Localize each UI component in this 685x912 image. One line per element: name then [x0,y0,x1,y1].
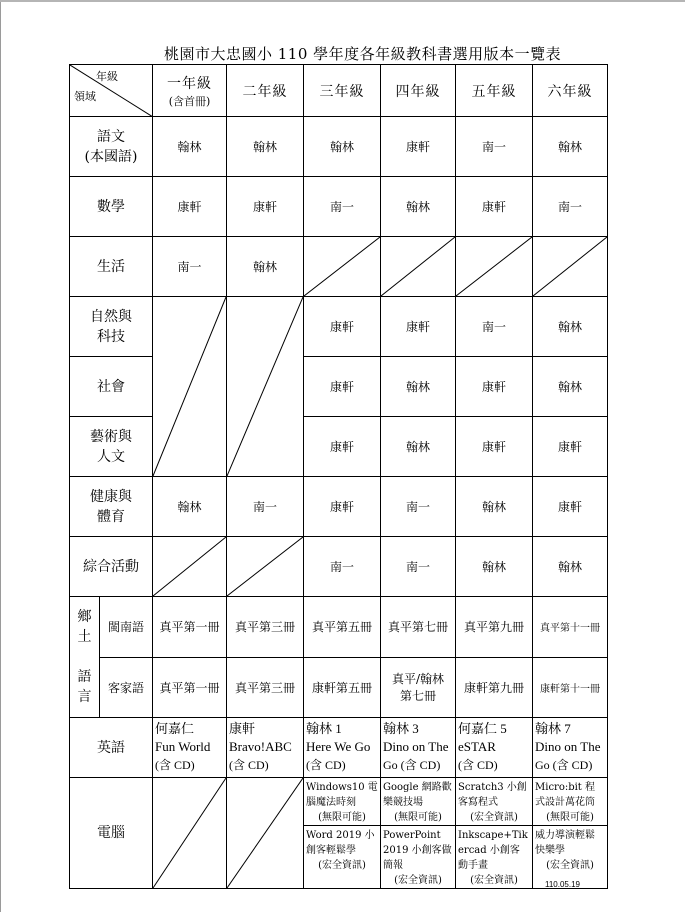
area-social: 社會 [70,357,153,417]
cell-chinese-g3: 翰林 [304,117,381,177]
cell-english-g3: 翰林 1 Here We Go (含 CD) [304,718,381,778]
cell-chinese-g4: 康軒 [381,117,456,177]
cell-chinese-g2: 翰林 [227,117,304,177]
area-computer: 電腦 [70,778,153,889]
cell-science-g3: 康軒 [304,297,381,357]
cell-computer-g5-bottom: Inkscape+Tik ercad 小創客 動手畫 (宏全資訊) [456,826,533,889]
cell-math-g4: 翰林 [381,177,456,237]
cell-math-g6: 南一 [533,177,608,237]
cell-hakka-g6: 康軒第十一冊 [533,657,608,718]
cell-arts-g5: 康軒 [456,417,533,477]
area-english: 英語 [70,718,153,778]
not-applicable-cell [227,537,304,597]
area-science: 自然與 科技 [70,297,153,357]
cell-science-g4: 康軒 [381,297,456,357]
cell-minnan-g1: 真平第一冊 [153,597,227,658]
cell-chinese-g6: 翰林 [533,117,608,177]
corner-grade-label: 年級 [96,70,118,83]
grade-header-6: 六年級 [533,65,608,117]
cell-hakka-g5: 康軒第九冊 [456,657,533,718]
diagonal-slash [153,297,226,476]
diagonal-slash [153,778,226,888]
page-border-top [0,0,685,2]
corner-header-cell [70,65,153,117]
cell-english-g4: 翰林 3 Dino on The Go (含 CD) [381,718,456,778]
cell-hakka-g2: 真平第三冊 [227,657,304,718]
cell-computer-g5-top: Scratch3 小創 客寫程式 (宏全資訊) [456,778,533,826]
diagonal-slash [227,537,303,596]
cell-health-g4: 南一 [381,477,456,537]
grade-header-4: 四年級 [381,65,456,117]
cell-social-g3: 康軒 [304,357,381,417]
area-local-language: 鄉 土 語 言 [70,597,100,718]
cell-social-g5: 康軒 [456,357,533,417]
textbook-table [69,64,608,889]
cell-health-g1: 翰林 [153,477,227,537]
cell-hakka-g1: 真平第一冊 [153,657,227,718]
not-applicable-cell [227,297,304,477]
cell-hakka-g4: 真平/翰林 第七冊 [381,657,456,718]
area-math: 數學 [70,177,153,237]
cell-computer-g6-bottom: 威力導演輕鬆 快樂學 (宏全資訊) [533,826,608,889]
cell-math-g3: 南一 [304,177,381,237]
cell-computer-g4-top: Google 網路歡 樂競技場 (無限可能) [381,778,456,826]
area-life: 生活 [70,237,153,297]
cell-minnan-g3: 真平第五冊 [304,597,381,658]
corner-area-label: 領域 [74,90,96,103]
grade-header-2: 二年級 [227,65,304,117]
diagonal-slash [304,237,380,296]
cell-health-g6: 康軒 [533,477,608,537]
not-applicable-cell [456,237,533,297]
cell-hakka-g3: 康軒第五冊 [304,657,381,718]
cell-math-g1: 康軒 [153,177,227,237]
cell-minnan-g6: 真平第十一冊 [533,597,608,658]
cell-minnan-g4: 真平第七冊 [381,597,456,658]
grade-header-3: 三年級 [304,65,381,117]
cell-english-g5: 何嘉仁 5 eSTAR (含 CD) [456,718,533,778]
cell-english-g2: 康軒 Bravo!ABC (含 CD) [227,718,304,778]
not-applicable-cell [381,237,456,297]
cell-computer-g3-bottom: Word 2019 小 創客輕鬆學 (宏全資訊) [304,826,381,889]
cell-computer-g3-top: Windows10 電 腦魔法時刻 (無限可能) [304,778,381,826]
diagonal-slash [533,237,607,296]
diagonal-slash [153,537,226,596]
cell-arts-g6: 康軒 [533,417,608,477]
not-applicable-cell [533,237,608,297]
cell-computer-g4-bottom: PowerPoint 2019 小創客做 簡報 (宏全資訊) [381,826,456,889]
not-applicable-cell [153,778,227,889]
cell-activity-g4: 南一 [381,537,456,597]
cell-activity-g5: 翰林 [456,537,533,597]
cell-arts-g3: 康軒 [304,417,381,477]
area-health: 健康與 體育 [70,477,153,537]
sub-area-hakka: 客家語 [100,657,153,718]
cell-activity-g3: 南一 [304,537,381,597]
cell-health-g5: 翰林 [456,477,533,537]
page-border-left [0,0,1,912]
cell-chinese-g5: 南一 [456,117,533,177]
cell-computer-g6-top: Micro:bit 程 式設計萬花筒 (無限可能) [533,778,608,826]
cell-english-g1: 何嘉仁 Fun World (含 CD) [153,718,227,778]
cell-math-g5: 康軒 [456,177,533,237]
diagonal-slash [227,778,303,888]
diagonal-slash [456,237,532,296]
area-chinese: 語文 (本國語) [70,117,153,177]
page-title: 桃園市大忠國小 110 學年度各年級教科書選用版本一覽表 [164,45,562,63]
footer-date: 110.05.19 [545,880,580,889]
cell-math-g2: 康軒 [227,177,304,237]
cell-life-g1: 南一 [153,237,227,297]
area-arts: 藝術與 人文 [70,417,153,477]
cell-science-g6: 翰林 [533,297,608,357]
area-activity: 綜合活動 [70,537,153,597]
not-applicable-cell [227,778,304,889]
sub-area-minnan: 閩南語 [100,597,153,658]
not-applicable-cell [153,537,227,597]
not-applicable-cell [304,237,381,297]
cell-arts-g4: 翰林 [381,417,456,477]
grade-header-5: 五年級 [456,65,533,117]
cell-social-g4: 翰林 [381,357,456,417]
diagonal-slash [227,297,303,476]
cell-chinese-g1: 翰林 [153,117,227,177]
cell-english-g6: 翰林 7 Dino on The Go (含 CD) [533,718,608,778]
cell-health-g2: 南一 [227,477,304,537]
cell-life-g2: 翰林 [227,237,304,297]
diagonal-slash [381,237,455,296]
grade-header-1: 一年級 (含首冊) [153,65,227,117]
cell-social-g6: 翰林 [533,357,608,417]
cell-minnan-g5: 真平第九冊 [456,597,533,658]
cell-health-g3: 康軒 [304,477,381,537]
cell-minnan-g2: 真平第三冊 [227,597,304,658]
not-applicable-cell [153,297,227,477]
cell-activity-g6: 翰林 [533,537,608,597]
cell-science-g5: 南一 [456,297,533,357]
